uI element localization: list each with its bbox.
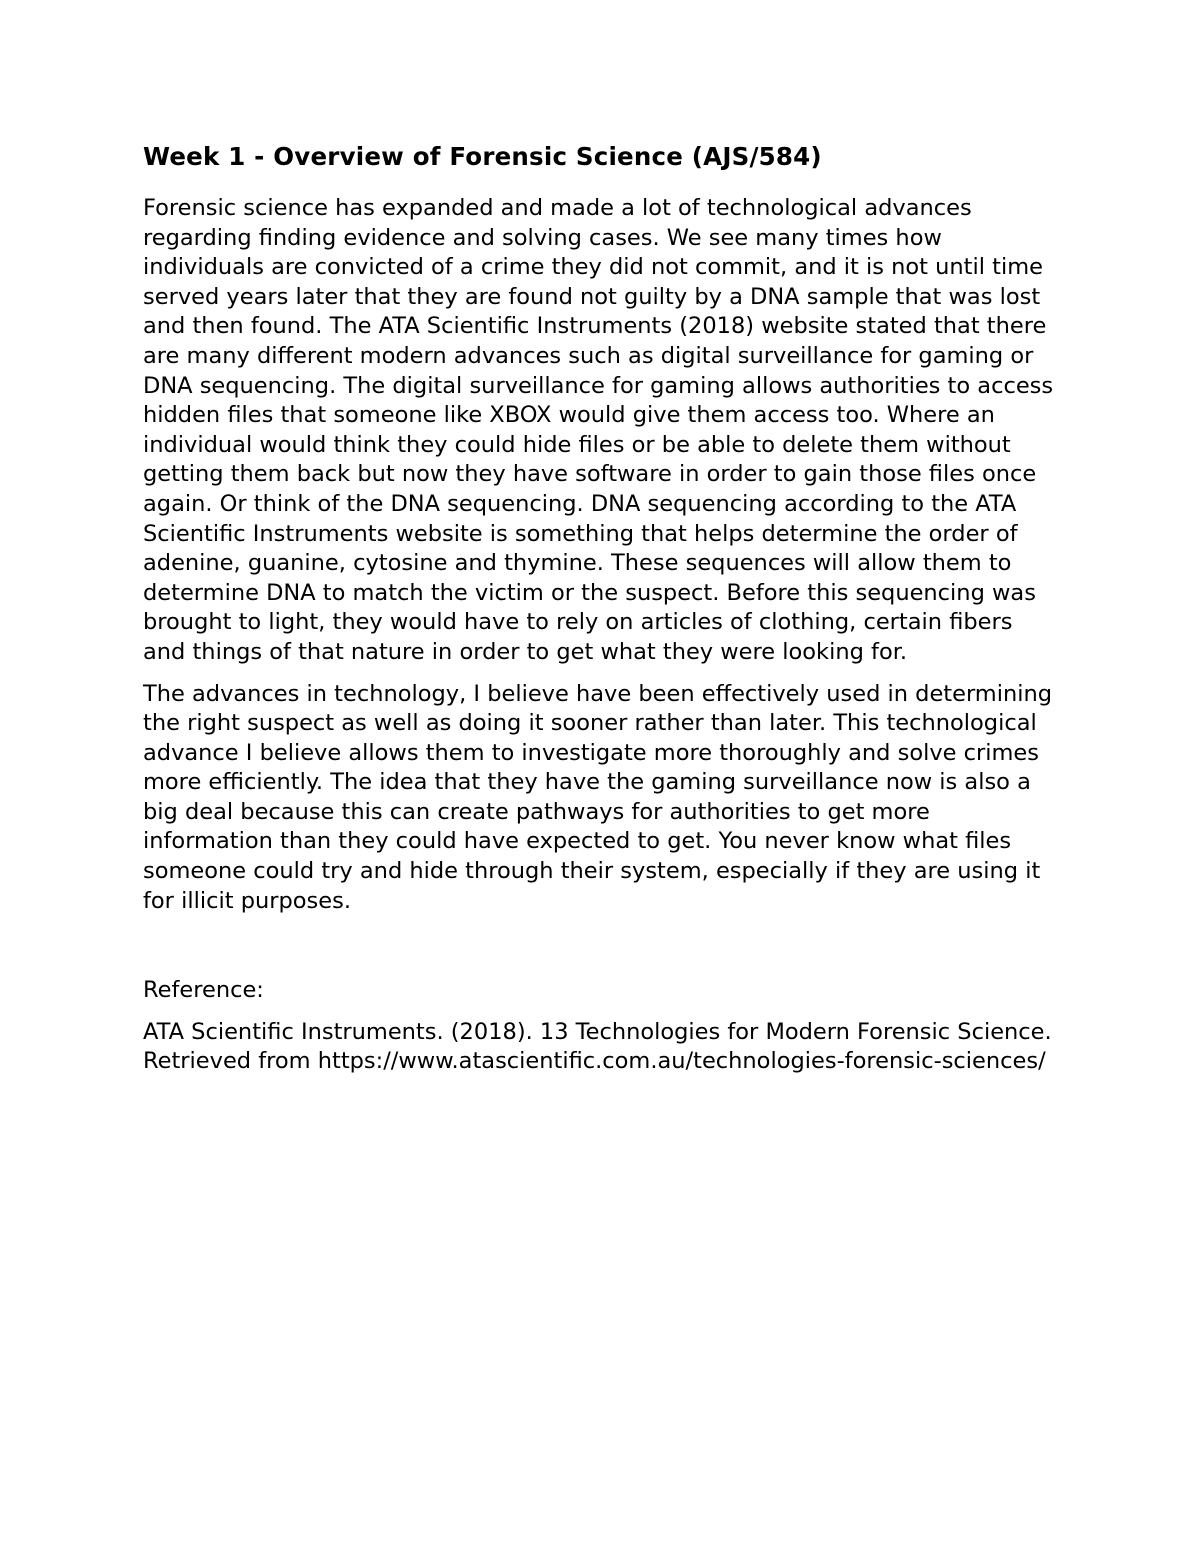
document-body	[143, 140, 1058, 1077]
document-title: Week 1 - Overview of Forensic Science (AJS/584)	[143, 142, 822, 171]
body-paragraph-2: The advances in technology, I believe have been effectively used in determining the right suspect as well as doing it sooner rather than later. This technological advance I believe allows them to investigate more thoroughly and solve crimes more efficiently. The idea that they have the gaming surveillance now is also a big deal because this can create pathways for authorities to get more information than they could have expected to get. You never know what files someone could try and hide through their system, especially if they are using it for illicit purposes.	[143, 680, 1053, 914]
section-spacer	[143, 928, 1058, 976]
body-paragraph-1: Forensic science has expanded and made a lot of technological advances regarding finding evidence and solving cases. We see many times how individuals are convicted of a crime they did not commit, and it is not until time served years later that they are found not guilty by a DNA sample that was lost and then found. The ATA Scientific Instruments (2018) website stated that there are many different modern advances such as digital surveillance for gaming or DNA sequencing. The digital surveillance for gaming allows authorities to access hidden files that someone like XBOX would give them access too. Where an individual would think they could hide files or be able to delete them without getting them back but now they have software in order to gain those files once again. Or think of the DNA sequencing. DNA sequencing according to the ATA Scientific Instruments website is something that helps determine the order of adenine, guanine, cytosine and thymine. These sequences will allow them to determine DNA to match the victim or the suspect. Before this sequencing was brought to light, they would have to rely on articles of clothing, certain fibers and things of that nature in order to get what they were looking for.	[143, 195, 1054, 665]
reference-heading: Reference:	[143, 977, 264, 1004]
reference-citation: ATA Scientific Instruments. (2018). 13 Technologies for Modern Forensic Science. Retrieved from https://www.atascientific.com.au/technologies-forensic-sciences/	[143, 1018, 1052, 1075]
